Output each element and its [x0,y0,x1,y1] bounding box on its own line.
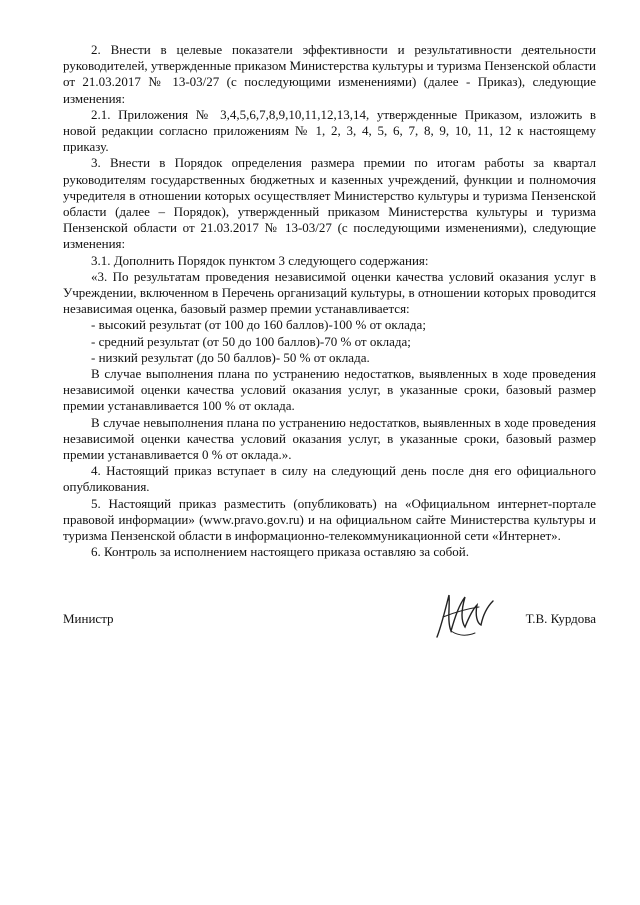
paragraph-4: 4. Настоящий приказ вступает в силу на следующий день после дня его официального опубликования. [63,463,596,495]
handwritten-signature [431,587,501,643]
list-item-high: - высокий результат (от 100 до 160 баллов)-100 % от оклада; [91,317,426,333]
signature-block [63,611,596,671]
paragraph-2-1: 2.1. Приложения № 3,4,5,6,7,8,9,10,11,12,13,14, утвержденные Приказом, изложить в новой редакции согласно приложениям № 1, 2, 3, 4, 5, 6, 7, 8, 9, 10, 11, 12 к настоящему приказу. [63,106,596,155]
signer-name: Т.В. Курдова [525,611,596,626]
paragraph-plan-done: В случае выполнения плана по устранению недостатков, выявленных в ходе проведения независимой оценки качества условий оказания услуг, в указанные сроки, базовый размер премии устанавливается 100 % от оклада. [63,366,596,414]
document-body [63,42,596,561]
list-item-medium: - средний результат (от 50 до 100 баллов)-70 % от оклада; [91,333,411,349]
paragraph-3: 3. Внести в Порядок определения размера премии по итогам работы за квартал руководителям государственных бюджетных и казенных учреждений, функции и полномочия учредителя в отношении которых осуществляет Министерство культуры и туризма Пензенской области (далее – Порядок), утвержденный приказом Министерства культуры и туризма Пензенской области от 21.03.2017 № 13-03/27 (с последующими изменениями), следующие изменения: [63,155,596,252]
paragraph-3-1: 3.1. Дополнить Порядок пунктом 3 следующего содержания: [91,252,429,268]
paragraph-plan-not-done: В случае невыполнения плана по устранению недостатков, выявленных в ходе проведения независимой оценки качества условий оказания услуг, в указанные сроки, базовый размер премии устанавливается 0 % от оклада.». [63,414,596,463]
paragraph-2: 2. Внести в целевые показатели эффективности и результативности деятельности руководителей, утвержденные приказом Министерства культуры и туризма Пензенской области от 21.03.2017 № 13-03/27 (с последующими изменениями) (далее - Приказ), следующие изменения: [63,42,596,106]
list-item-low: - низкий результат (до 50 баллов)- 50 % от оклада. [91,349,370,365]
signer-title: Министр [63,611,114,626]
paragraph-5: 5. Настоящий приказ разместить (опубликовать) на «Официальном интернет-портале правовой информации» (www.pravo.gov.ru) и на официальном сайте Министерства культуры и туризма Пензенской области в информационно-телекоммуникационной сети «Интернет». [63,495,596,544]
paragraph-6: 6. Контроль за исполнением настоящего приказа оставляю за собой. [91,544,469,560]
paragraph-quote-3: «3. По результатам проведения независимой оценки качества условий оказания услуг в Учреждении, включенном в Перечень организаций культуры, в отношении которых проводится независимая оценка, базовый размер премии устанавливается: [63,268,596,317]
